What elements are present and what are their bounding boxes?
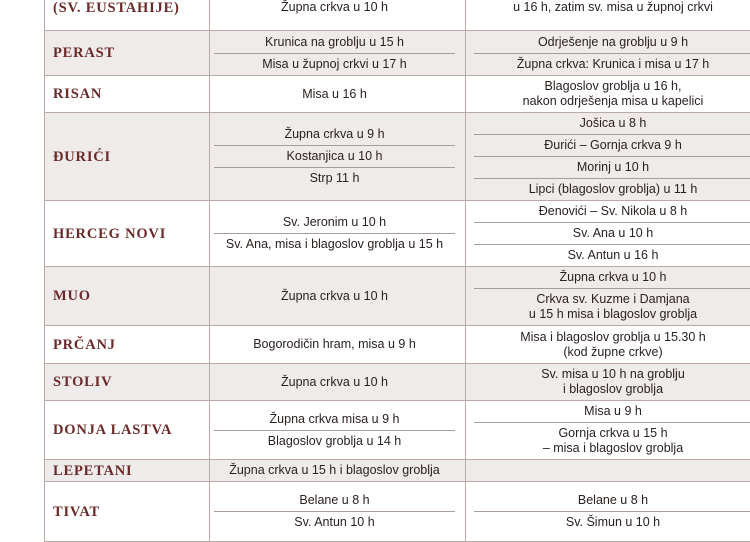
schedule-cell-day1 <box>210 113 466 201</box>
parish-name: RISAN <box>45 76 210 113</box>
schedule-cell-day2 <box>466 460 750 482</box>
schedule-entry: Sv. Jeronim u 10 h <box>214 212 455 233</box>
schedule-cell-day1 <box>210 482 466 542</box>
schedule-entry: Misa i blagoslov groblja u 15.30 h (kod župne crkve) <box>474 327 750 363</box>
schedule-entry: Sv. Šimun u 10 h <box>474 511 750 533</box>
schedule-entry: Blagoslov groblja u 16 h, nakon odrješenja misa u kapelici <box>474 76 750 112</box>
schedule-entry: Sv. Antun 10 h <box>214 511 455 533</box>
schedule-entry: Kostanjica u 10 h <box>214 145 455 167</box>
schedule-row <box>45 460 750 482</box>
schedule-row <box>45 364 750 401</box>
schedule-entry: Župna crkva u 9 h <box>214 124 455 145</box>
schedule-entry: Župna crkva u 10 h <box>214 372 455 393</box>
parish-name: ĐURIĆI <box>45 113 210 201</box>
schedule-row <box>45 0 750 31</box>
schedule-entry: Đurići – Gornja crkva 9 h <box>474 134 750 156</box>
schedule-entry: Sv. Ana, misa i blagoslov groblja u 15 h <box>214 233 455 255</box>
schedule-cell-day1 <box>210 201 466 267</box>
parish-name: LEPETANI <box>45 460 210 482</box>
parish-name: PERAST <box>45 31 210 76</box>
schedule-entry: Župna crkva u 10 h <box>474 267 750 288</box>
schedule-row <box>45 113 750 201</box>
parish-name: (SV. EUSTAHIJE) <box>45 0 210 31</box>
schedule-entry: Župna crkva misa u 9 h <box>214 409 455 430</box>
schedule-entry: Strp 11 h <box>214 167 455 189</box>
schedule-entry: Misa u 9 h <box>474 401 750 422</box>
schedule-cell-day2 <box>466 326 750 364</box>
schedule-cell-day2 <box>466 31 750 76</box>
schedule-cell-day2 <box>466 76 750 113</box>
schedule-entry: Župna crkva: Krunica i misa u 17 h <box>474 53 750 75</box>
schedule-cell-day1 <box>210 267 466 326</box>
schedule-cell-day2 <box>466 201 750 267</box>
schedule-cell-day2 <box>466 364 750 401</box>
schedule-cell-day1 <box>210 401 466 460</box>
schedule-entry: Župna crkva u 10 h <box>214 0 455 18</box>
schedule-row <box>45 31 750 76</box>
schedule-cell-day1 <box>210 326 466 364</box>
schedule-row <box>45 201 750 267</box>
schedule-entry: Morinj u 10 h <box>474 156 750 178</box>
schedule-entry: Belane u 8 h <box>214 490 455 511</box>
schedule-entry: Crkva sv. Kuzme i Damjana u 15 h misa i blagoslov groblja <box>474 288 750 325</box>
schedule-entry: Blagoslov groblja u 14 h <box>214 430 455 452</box>
schedule-cell-day1 <box>210 0 466 31</box>
schedule-entry: Misa u župnoj crkvi u 17 h <box>214 53 455 75</box>
schedule-entry: Đenovići – Sv. Nikola u 8 h <box>474 201 750 222</box>
schedule-row <box>45 326 750 364</box>
schedule-entry: Sv. misa u 10 h na groblju i blagoslov groblja <box>474 364 750 400</box>
schedule-cell-day2 <box>466 482 750 542</box>
parish-name: DONJA LASTVA <box>45 401 210 460</box>
schedule-entry: Sv. Ana u 10 h <box>474 222 750 244</box>
schedule-entry <box>474 468 750 474</box>
schedule-cell-day2 <box>466 0 750 31</box>
schedule-entry: Belane u 8 h <box>474 490 750 511</box>
schedule-entry: u 16 h, zatim sv. misa u župnoj crkvi <box>474 0 750 18</box>
schedule-cell-day1 <box>210 364 466 401</box>
schedule-entry: Bogorodičin hram, misa u 9 h <box>214 334 455 355</box>
schedule-entry: Misa u 16 h <box>214 84 455 105</box>
schedule-entry: Krunica na groblju u 15 h <box>214 32 455 53</box>
schedule-row <box>45 401 750 460</box>
parish-name: MUO <box>45 267 210 326</box>
schedule-entry: Odrješenje na groblju u 9 h <box>474 32 750 53</box>
schedule-cell-day1 <box>210 76 466 113</box>
schedule-entry: Gornja crkva u 15 h – misa i blagoslov groblja <box>474 422 750 459</box>
schedule-entry: Lipci (blagoslov groblja) u 11 h <box>474 178 750 200</box>
parish-name: PRČANJ <box>45 326 210 364</box>
parish-name: TIVAT <box>45 482 210 542</box>
schedule-row <box>45 482 750 542</box>
schedule-row <box>45 76 750 113</box>
schedule-cell-day1 <box>210 460 466 482</box>
mass-schedule-table <box>44 0 750 542</box>
schedule-cell-day2 <box>466 113 750 201</box>
schedule-cell-day2 <box>466 267 750 326</box>
schedule-entry: Jošica u 8 h <box>474 113 750 134</box>
parish-name: STOLIV <box>45 364 210 401</box>
schedule-cell-day2 <box>466 401 750 460</box>
parish-name: HERCEG NOVI <box>45 201 210 267</box>
schedule-cell-day1 <box>210 31 466 76</box>
schedule-entry: Župna crkva u 15 h i blagoslov groblja <box>214 460 455 481</box>
schedule-row <box>45 267 750 326</box>
schedule-entry: Sv. Antun u 16 h <box>474 244 750 266</box>
schedule-entry: Župna crkva u 10 h <box>214 286 455 307</box>
